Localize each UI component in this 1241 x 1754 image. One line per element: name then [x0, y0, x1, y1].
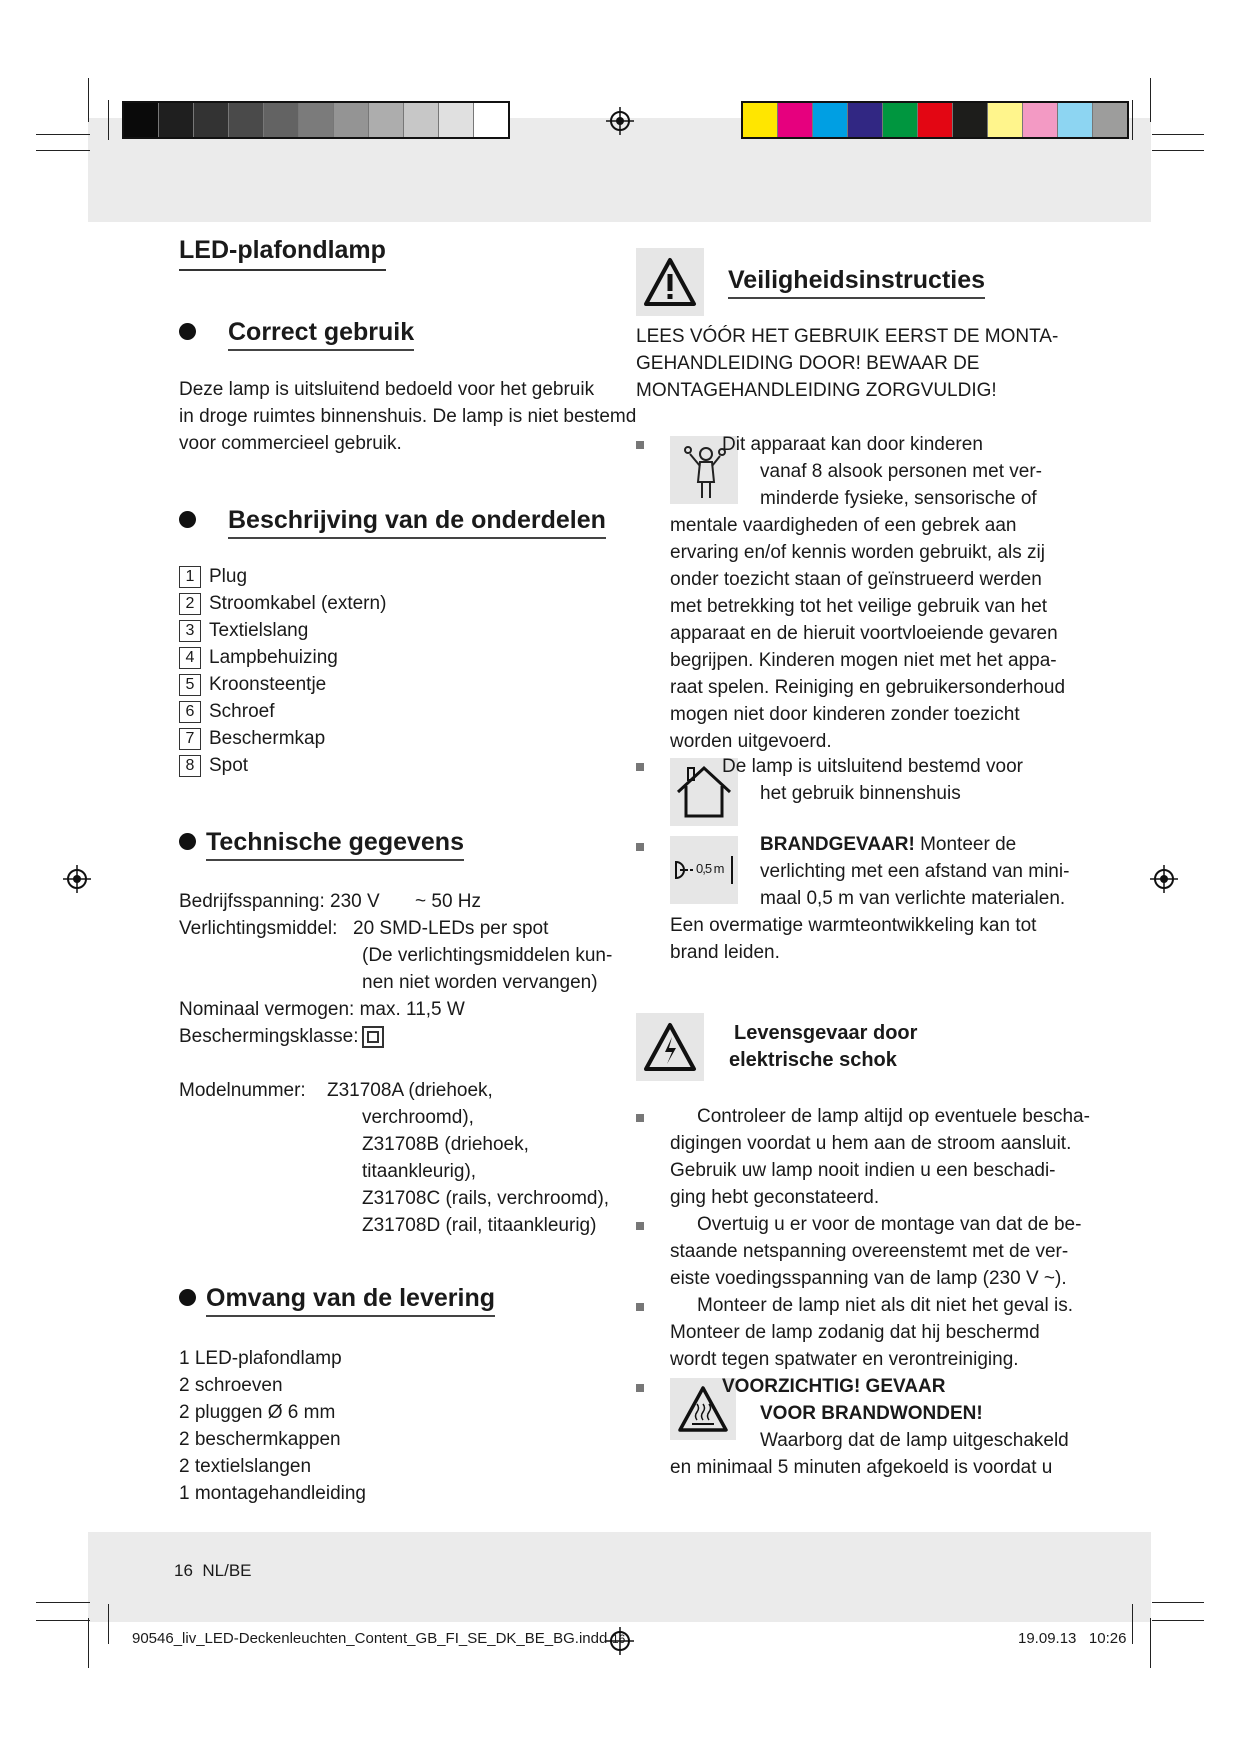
- color-swatch: [1093, 103, 1127, 137]
- tech-specs: [179, 888, 619, 1239]
- color-swatch: [1058, 103, 1093, 137]
- list-item: 2 pluggen Ø 6 mm: [179, 1402, 336, 1423]
- list-item: 2 schroeven: [179, 1375, 283, 1396]
- section-heading-correct-use: Correct gebruik: [179, 318, 414, 347]
- list-bullet: [636, 843, 644, 851]
- list-item: 4 Lampbehuizing: [179, 644, 386, 671]
- list-item: 7 Beschermkap: [179, 725, 386, 752]
- crop-mark: [36, 150, 90, 151]
- list-bullet: [636, 1384, 644, 1392]
- voltage-label: Bedrijfsspanning: 230 V: [179, 891, 380, 912]
- list-item: 2 textielslangen: [179, 1456, 312, 1477]
- model-label: Modelnummer:: [179, 1080, 306, 1101]
- color-swatch: [264, 103, 299, 137]
- burn-warning-text: VOORZICHTIG! GEVAAR VOOR BRANDWONDEN! Waarborg dat de lamp uitgeschakeld en minimaal 5 minuten afgekoeld is voordat u: [670, 1376, 1069, 1478]
- crop-mark: [1152, 150, 1204, 151]
- safety-heading: Veiligheidsinstructies: [728, 266, 985, 295]
- color-swatch: [369, 103, 404, 137]
- color-swatch: [918, 103, 953, 137]
- power-spec: Nominaal vermogen: max. 11,5 W: [179, 999, 465, 1020]
- color-swatch: [159, 103, 194, 137]
- color-swatch: [743, 103, 778, 137]
- check-damage-text: Controleer de lamp altijd op eventuele bescha- digingen voordat u hem aan de stroom aansluit. Gebruik uw lamp nooit indien u een beschadi- ging hebt geconstateerd.: [670, 1106, 1090, 1208]
- crop-mark: [108, 1604, 109, 1644]
- slug-page-mark: 16: [612, 1632, 626, 1646]
- model-number: verchroomd),: [362, 1107, 474, 1128]
- color-swatch: [124, 103, 159, 137]
- fire-warning-text: BRANDGEVAAR! Monteer de verlichting met een afstand van mini- maal 0,5 m van verlichte materialen. Een overmatige warmteontwikkeling kan tot brand leiden.: [670, 834, 1070, 963]
- list-item: 1 Plug: [179, 563, 386, 590]
- crop-mark: [36, 1620, 90, 1621]
- page-number: 16 NL/BE: [174, 1561, 252, 1580]
- model-number: Z31708C (rails, verchroomd),: [362, 1188, 610, 1209]
- model-number: titaankleurig),: [362, 1161, 477, 1182]
- light-note: nen niet worden vervangen): [362, 972, 598, 993]
- list-bullet: [636, 1114, 644, 1122]
- color-swatch: [778, 103, 813, 137]
- list-item: 6 Schroef: [179, 698, 386, 725]
- registration-mark-icon: [1150, 865, 1178, 893]
- crop-mark: [1152, 1620, 1204, 1621]
- class-label: Beschermingsklasse:: [179, 1026, 359, 1047]
- crop-mark: [1132, 1604, 1133, 1644]
- list-item: 1 LED-plafondlamp: [179, 1348, 342, 1369]
- model-number: Z31708A (driehoek,: [327, 1080, 493, 1101]
- section-heading-parts: Beschrijving van de onderdelen: [179, 506, 606, 535]
- class-ii-icon: [362, 1026, 384, 1048]
- list-item: 1 montagehandleiding: [179, 1483, 366, 1504]
- list-item: 8 Spot: [179, 752, 386, 779]
- color-swatch: [953, 103, 988, 137]
- children-warning-text: Dit apparaat kan door kinderen vanaf 8 alsook personen met ver- minderde fysieke, sensorische of mentale vaardigheden of een gebrek aan ervaring en/of kennis worden gebruikt, als zij onder toezicht staan of geïnstrueerd werden met betrekking tot het veilige gebruik van het apparaat en de hieruit voortvloeiende gevaren begrijpen. Kinderen mogen niet met het appa- raat spelen. Reiniging en gebruikersonderhoud mogen niet door kinderen zonder toezicht worden uitgevoerd.: [670, 434, 1066, 752]
- list-bullet: [636, 1303, 644, 1311]
- color-swatch: [848, 103, 883, 137]
- greyscale-color-bar: [122, 101, 510, 139]
- list-bullet: [636, 763, 644, 771]
- crop-mark: [1150, 78, 1151, 122]
- crop-mark: [88, 78, 89, 122]
- list-item: 5 Kroonsteentje: [179, 671, 386, 698]
- page-title: LED-plafondlamp: [179, 236, 386, 271]
- color-swatch: [813, 103, 848, 137]
- list-item: 3 Textielslang: [179, 617, 386, 644]
- color-swatch: [1023, 103, 1058, 137]
- list-bullet: [636, 441, 644, 449]
- model-number: Z31708B (driehoek,: [362, 1134, 529, 1155]
- color-swatch: [439, 103, 474, 137]
- color-swatch: [229, 103, 264, 137]
- color-swatch: [988, 103, 1023, 137]
- bullet-dot: [179, 833, 196, 850]
- light-label: Verlichtingsmiddel:: [179, 918, 338, 939]
- crop-mark: [1132, 100, 1133, 140]
- voltage-freq: ~ 50 Hz: [415, 891, 482, 912]
- section-heading-tech: Technische gegevens: [179, 828, 464, 857]
- color-swatch: [474, 103, 508, 137]
- crop-mark: [36, 134, 90, 135]
- list-bullet: [636, 1222, 644, 1230]
- light-value: 20 SMD-LEDs per spot: [353, 918, 549, 939]
- light-note: (De verlichtingsmiddelen kun-: [362, 945, 613, 966]
- check-voltage-text: Overtuig u er voor de montage van dat de be- staande netspanning overeenstemt met de ver- eiste voedingsspanning van de lamp (230 V ~).: [670, 1214, 1082, 1289]
- read-manual-notice: LEES VÓÓR HET GEBRUIK EERST DE MONTA- GEHANDLEIDING DOOR! BEWAAR DE MONTAGEHANDLEIDING ZORGVULDIG!: [636, 326, 1059, 401]
- delivery-list: [179, 1345, 366, 1507]
- crop-mark: [88, 1618, 89, 1668]
- section-heading-delivery: Omvang van de levering: [179, 1284, 495, 1313]
- bullet-dot: [179, 1289, 196, 1306]
- crop-mark: [1150, 1618, 1151, 1668]
- electric-warning-box: [636, 1013, 704, 1081]
- color-swatch: [883, 103, 918, 137]
- crop-mark: [1152, 1602, 1204, 1603]
- crop-mark: [1152, 134, 1204, 135]
- color-swatch: [404, 103, 439, 137]
- crop-mark: [108, 100, 109, 140]
- indoor-use-text: De lamp is uitsluitend bestemd voor het gebruik binnenshuis: [722, 756, 1023, 804]
- electric-shock-heading: Levensgevaar door elektrische schok: [729, 1022, 918, 1071]
- list-item: 2 beschermkappen: [179, 1429, 341, 1450]
- electric-shock-icon: [636, 1013, 704, 1081]
- distance-label: 0,5 m: [696, 861, 724, 876]
- parts-list: [179, 563, 386, 779]
- mounting-text: Monteer de lamp niet als dit niet het geval is. Monteer de lamp zodanig dat hij beschermd wordt tegen spatwater en verontreiniging.: [670, 1295, 1073, 1370]
- list-item: 2 Stroomkabel (extern): [179, 590, 386, 617]
- bullet-dot: [179, 323, 196, 340]
- print-slug-date: 19.09.13 10:26: [1018, 1630, 1127, 1647]
- print-slug-filename: 90546_liv_LED-Deckenleuchten_Content_GB_FI_SE_DK_BE_BG.indd: [132, 1630, 608, 1647]
- registration-mark-icon: [606, 107, 634, 135]
- color-swatch: [334, 103, 369, 137]
- bullet-dot: [179, 511, 196, 528]
- registration-mark-icon: [63, 865, 91, 893]
- crop-mark: [36, 1602, 90, 1603]
- model-number: Z31708D (rail, titaankleurig): [362, 1215, 597, 1236]
- warning-box: [636, 248, 704, 316]
- warning-triangle-icon: [636, 248, 704, 316]
- color-swatch: [194, 103, 229, 137]
- color-swatch: [299, 103, 334, 137]
- process-color-bar: [741, 101, 1129, 139]
- correct-use-text: Deze lamp is uitsluitend bedoeld voor het gebruik in droge ruimtes binnenshuis. De lamp is niet bestemd voor commercieel gebruik.: [179, 379, 637, 454]
